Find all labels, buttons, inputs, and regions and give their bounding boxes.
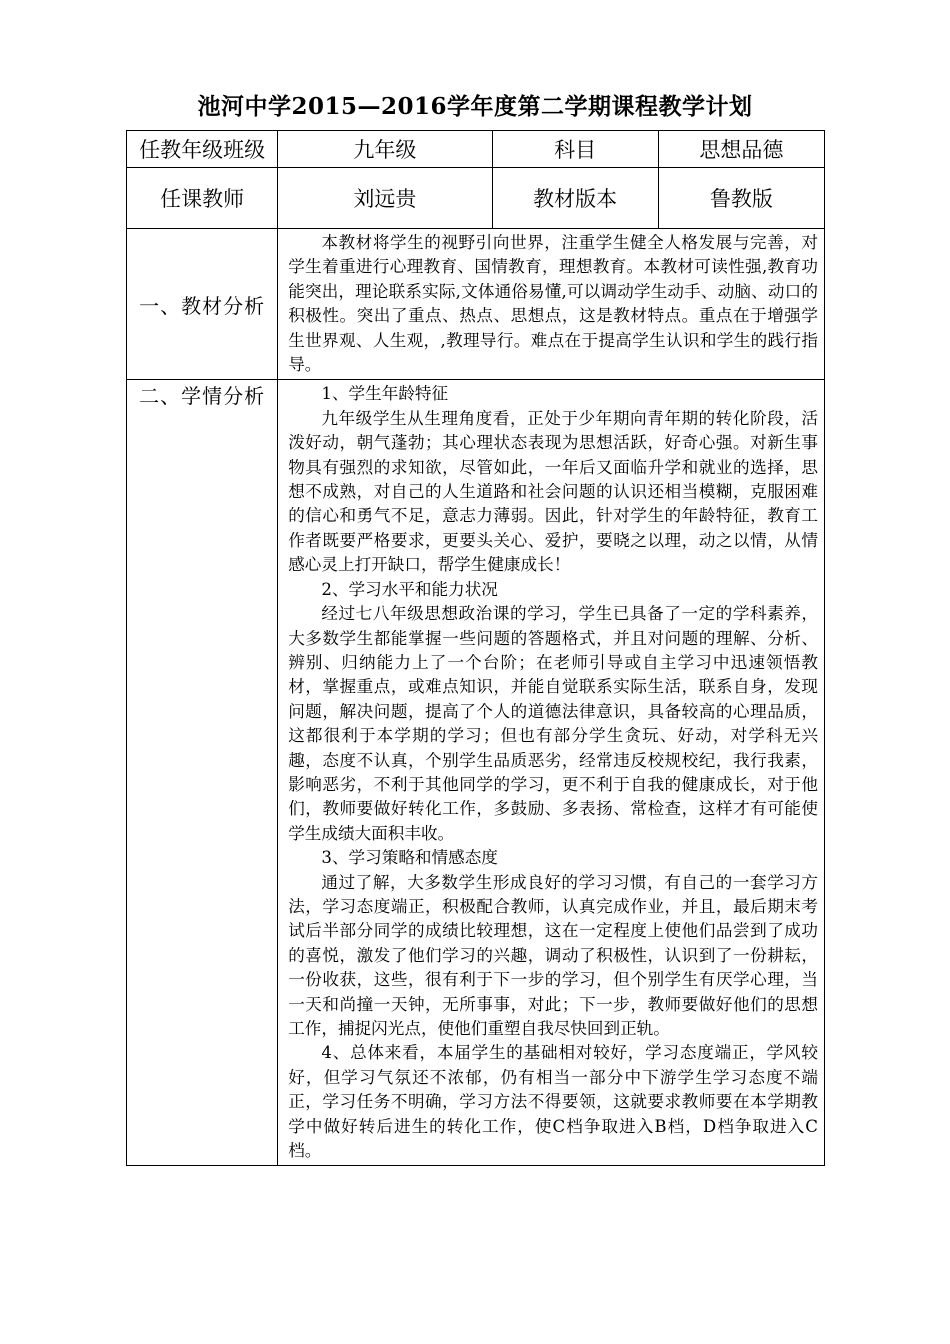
section-body-student-analysis <box>278 380 825 1166</box>
subheading: 1、学生年龄特征 <box>321 384 449 404</box>
document-title: 池河中学2015—2016学年度第二学期课程教学计划 <box>197 93 753 120</box>
table-row-teacher-edition <box>127 168 825 229</box>
label-subject: 科目 <box>492 131 658 168</box>
paragraph: 通过了解，大多数学生形成良好的学习习惯，有自己的一套学习方法，学习态度端正，积极配合教师，认真完成作业，并且，最后期末考试后半部分同学的成绩比较理想，这在一定程度上使他们品尝到了成功的喜悦，激发了他们学习的兴趣，调动了积极性，认识到了一份耕耘，一份收获，这些，很有利于下一步的学习，但个别学生有厌学心理，当一天和尚撞一天钟，无所事事，对此；下一步，教师要做好他们的思想工作，捕捉闪光点，使他们重塑自我尽快回到正轨。 <box>288 872 818 1038</box>
subheading: 3、学习策略和情感态度 <box>321 848 498 868</box>
paragraph: 经过七八年级思想政治课的学习，学生已具备了一定的学科素养，大多数学生都能掌握一些问题的答题格式，并且对问题的理解、分析、辨别、归纳能力上了一个台阶；在老师引导或自主学习中迅速领悟教材，掌握重点，或难点知识，并能自觉联系实际生活，联系自身，发现问题，解决问题，提高了个人的道德法律意识，具备较高的心理品质，这都很利于本学期的学习；但也有部分学生贪玩、好动，对学科无兴趣，态度不认真，个别学生品质恶劣，经常违反校规校纪，我行我素，影响恶劣，不利于其他同学的学习，更不利于自我的健康成长，对于他们，教师要做好转化工作，多鼓励、多表扬、常检查，这样才有可能使学生成绩大面积丰收。 <box>288 604 818 843</box>
section-body-textbook-analysis <box>278 229 825 380</box>
value-subject: 思想品德 <box>658 131 824 168</box>
table-row-grade-subject <box>127 131 825 168</box>
value-grade: 九年级 <box>278 131 492 168</box>
label-edition: 教材版本 <box>492 168 658 229</box>
section-heading-student-analysis: 二、学情分析 <box>127 380 278 1166</box>
label-grade-class: 任教年级班级 <box>127 131 278 168</box>
label-teacher: 任课教师 <box>127 168 278 229</box>
paragraph: 本教材将学生的视野引向世界，注重学生健全人格发展与完善，对学生着重进行心理教育、国情教育，理想教育。本教材可读性强,教育功能突出，理论联系实际,文体通俗易懂,可以调动学生动手、动脑、动口的积极性。突出了重点、热点、思想点，这是教材特点。重点在于增强学生世界观、人生观，,教理导行。难点在于提高学生认识和学生的践行指导。 <box>288 233 818 375</box>
section-heading-textbook-analysis: 一、教材分析 <box>127 229 278 380</box>
course-plan-table <box>126 130 825 1166</box>
value-edition: 鲁教版 <box>658 168 824 229</box>
paragraph: 九年级学生从生理角度看，正处于少年期向青年期的转化阶段，活泼好动，朝气蓬勃；其心理状态表现为思想活跃，好奇心强。对新生事物具有强烈的求知欲，尽管如此，一年后又面临升学和就业的选择，思想不成熟，对自己的人生道路和社会问题的认识还相当模糊，克服困难的信心和勇气不足，意志力薄弱。因此，针对学生的年龄特征，教育工作者既要严格要求，更要头关心、爱护，要晓之以理，动之以情，从情感心灵上打开缺口，帮学生健康成长！ <box>288 408 818 575</box>
table-row-textbook-analysis <box>127 229 825 380</box>
subheading: 2、学习水平和能力状况 <box>321 579 498 599</box>
table-row-student-analysis <box>127 380 825 1166</box>
value-teacher: 刘远贵 <box>278 168 492 229</box>
paragraph: 4、总体来看，本届学生的基础相对较好，学习态度端正，学风较好，但学习气氛还不浓郁，仍有相当一部分中下游学生学习态度不端正，学习任务不明确，学习方法不得要领，这就要求教师要在本学期教学中做好转后进生的转化工作，使C档争取进入B档，D档争取进入C档。 <box>288 1043 818 1161</box>
